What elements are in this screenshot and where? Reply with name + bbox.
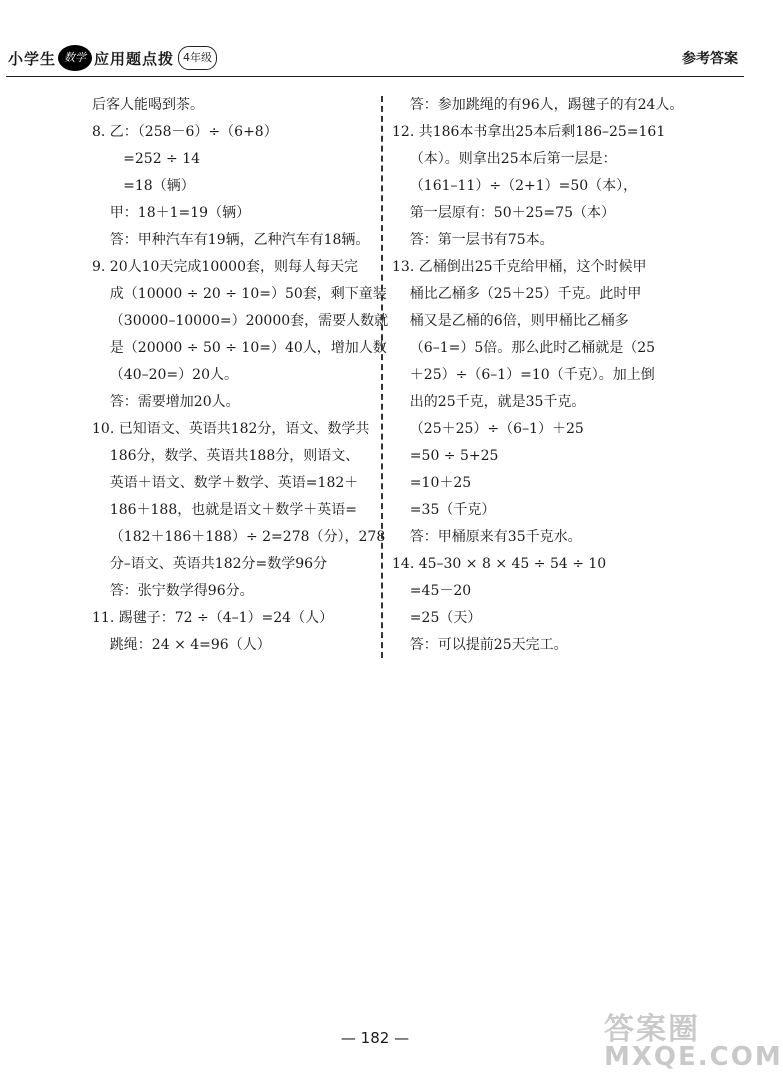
- answer-line: 186＋188，也就是语文＋数学＋英语=: [92, 502, 357, 518]
- grade-badge: 4年级: [178, 46, 217, 70]
- answer-line: 答：需要增加20人。: [92, 394, 240, 410]
- answer-line: =18（辆）: [92, 178, 195, 194]
- answer-line: 14. 45–30 × 8 × 45 ÷ 54 ÷ 10: [392, 556, 607, 572]
- answer-line: =45－20: [392, 583, 472, 599]
- answer-line: 11. 踢毽子：72 ÷（4–1）=24（人）: [92, 610, 334, 626]
- answer-line: （本）。则拿出25本后第一层是：: [392, 151, 617, 167]
- answer-line: （6–1=）5倍。那么此时乙桶就是（25: [392, 340, 656, 356]
- answer-line: =25（天）: [392, 610, 482, 626]
- answer-line: 答：参加跳绳的有96人，踢毽子的有24人。: [392, 97, 684, 113]
- answer-line: 桶比乙桶多（25＋25）千克。此时甲: [392, 286, 642, 302]
- left-column: [92, 92, 389, 659]
- answer-line: 第一层原有：50＋25=75（本）: [392, 205, 615, 221]
- answer-line: 分–语文、英语共182分=数学96分: [92, 556, 328, 572]
- answer-line: 10. 已知语文、英语共182分，语文、数学共: [92, 421, 370, 437]
- brand-badge: 数学: [58, 45, 92, 71]
- answer-line: （25＋25）÷（6–1）＋25: [392, 421, 584, 437]
- header-rule: [6, 76, 744, 77]
- watermark-text-top: 答案圈: [604, 1012, 700, 1047]
- answer-line: 9. 20人10天完成10000套，则每人每天完: [92, 259, 358, 275]
- answer-line: =35（千克）: [392, 502, 496, 518]
- right-column: [392, 92, 697, 659]
- answer-line: 答：甲桶原来有35千克水。: [392, 529, 582, 545]
- answer-line: 英语＋语文、数学＋数学、英语=182＋: [92, 475, 359, 491]
- answer-line: 桶又是乙桶的6倍，则甲桶比乙桶多: [392, 313, 629, 329]
- watermark-logo: [604, 1004, 783, 1076]
- answer-line: 答：张宁数学得96分。: [92, 583, 254, 599]
- section-label: 参考答案: [682, 51, 738, 67]
- answer-line: 跳绳：24 × 4=96（人）: [92, 637, 271, 653]
- answer-line: ＋25）÷（6–1）=10（千克）。加上倒: [392, 367, 655, 383]
- answer-line: 186分，数学、英语共188分，则语文、: [92, 448, 360, 464]
- answer-line: 答：甲种汽车有19辆，乙种汽车有18辆。: [92, 232, 370, 248]
- brand-suffix: 应用题点拨: [94, 49, 175, 68]
- answer-line: 答：第一层书有75本。: [392, 232, 554, 248]
- watermark-text-bottom: MXQE.COM: [604, 1042, 783, 1072]
- answer-line: 13. 乙桶倒出25千克给甲桶，这个时候甲: [392, 259, 647, 275]
- answer-line: 后客人能喝到茶。: [92, 97, 204, 113]
- answer-line: 8. 乙：（258－6）÷（6+8）: [92, 124, 278, 140]
- answer-line: =252 ÷ 14: [92, 151, 201, 167]
- answer-line: （40–20=）20人。: [92, 367, 238, 383]
- answer-line: 成（10000 ÷ 20 ÷ 10=）50套，剩下童装: [92, 286, 387, 302]
- answer-line: 甲：18＋1=19（辆）: [92, 205, 251, 221]
- answer-line: =10＋25: [392, 475, 472, 491]
- answer-line: 出的25千克，就是35千克。: [392, 394, 586, 410]
- answer-line: =50 ÷ 5+25: [392, 448, 499, 464]
- book-brand: [8, 44, 217, 72]
- answer-line: 是（20000 ÷ 50 ÷ 10=）40人，增加人数: [92, 340, 387, 356]
- page-number: — 182 —: [340, 1029, 410, 1047]
- answer-line: （161–11）÷（2+1）=50（本），: [392, 178, 638, 194]
- answer-line: 12. 共186本书拿出25本后剩186–25=161: [392, 124, 666, 140]
- answer-line: 答：可以提前25天完工。: [392, 637, 568, 653]
- page-header: [0, 0, 750, 80]
- column-divider: [381, 96, 383, 658]
- answer-line: （30000–10000=）20000套，需要人数就: [92, 313, 389, 329]
- brand-prefix: 小学生: [8, 49, 57, 68]
- answer-line: （182＋186＋188）÷ 2=278（分），278: [92, 529, 386, 545]
